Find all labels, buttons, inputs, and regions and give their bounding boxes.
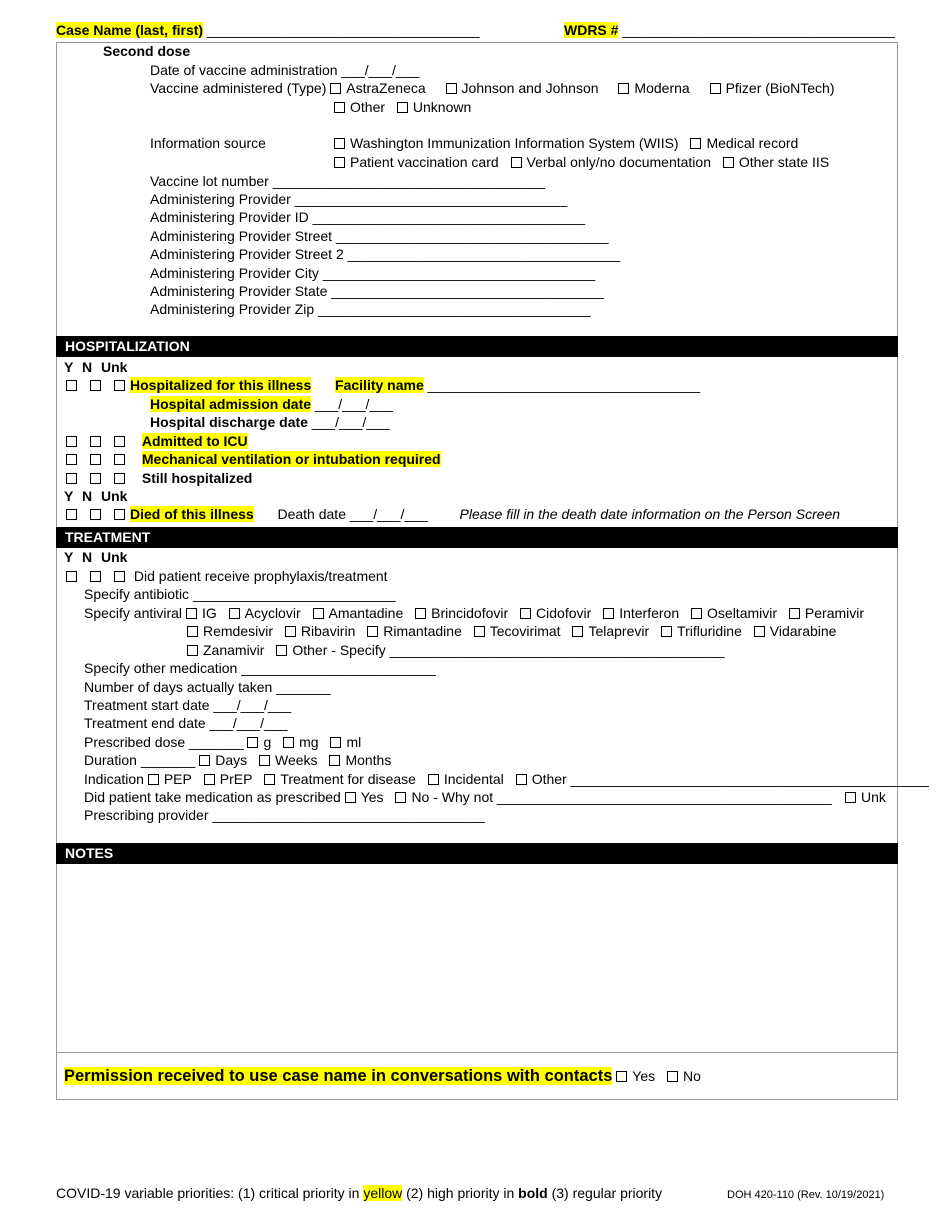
- unk-checkbox[interactable]: [114, 571, 125, 582]
- died-row: [66, 505, 840, 523]
- antiviral-option: Cidofovir: [536, 605, 592, 621]
- as-prescribed-yes: Yes: [360, 789, 384, 805]
- checkbox[interactable]: [330, 83, 341, 94]
- ynu-header: Y N Unk: [64, 488, 128, 504]
- dose-unit: g: [263, 734, 272, 750]
- antiviral-row-1: [84, 604, 864, 622]
- checkbox[interactable]: [789, 608, 800, 619]
- ventilation-label: Mechanical ventilation or intubation required: [141, 451, 441, 467]
- vaccine-type-row: [150, 79, 835, 97]
- no-checkbox[interactable]: [90, 454, 101, 465]
- indication-row: [84, 770, 929, 788]
- checkbox[interactable]: [199, 755, 210, 766]
- checkbox[interactable]: [259, 755, 270, 766]
- prescriber-field[interactable]: Prescribing provider ___________________________________: [84, 807, 485, 823]
- indication-other-field[interactable]: Other ______________________________________________: [531, 771, 929, 787]
- legend-yellow: yellow: [363, 1185, 403, 1201]
- unk-checkbox[interactable]: [114, 454, 125, 465]
- info-source-option: Verbal only/no documentation: [526, 154, 711, 170]
- hospitalized-row: [66, 376, 700, 394]
- yes-checkbox[interactable]: [66, 571, 77, 582]
- discharge-label: Hospital discharge date: [150, 414, 308, 430]
- yes-checkbox[interactable]: [66, 436, 77, 447]
- legend-text: (2) high priority in: [406, 1185, 515, 1201]
- antiviral-option: IG: [201, 605, 217, 621]
- end-date-field[interactable]: Treatment end date ___/___/___: [84, 715, 288, 731]
- vaccine-option: Other: [350, 99, 386, 115]
- checkbox[interactable]: [661, 626, 672, 637]
- ynu-header: Y N Unk: [64, 359, 128, 375]
- days-taken-field[interactable]: Number of days actually taken _______: [84, 679, 331, 695]
- antiviral-row-2: [187, 622, 836, 640]
- checkbox[interactable]: [415, 608, 426, 619]
- checkbox[interactable]: [186, 608, 197, 619]
- vaccine-option: Moderna: [634, 80, 690, 96]
- checkbox[interactable]: [283, 737, 294, 748]
- vaccine-option: Pfizer (BioNTech): [725, 80, 835, 96]
- checkbox[interactable]: [511, 157, 522, 168]
- checkbox[interactable]: [187, 645, 198, 656]
- discharge-date-field[interactable]: [150, 413, 390, 431]
- ynu-header: Y N Unk: [64, 549, 128, 565]
- info-source-option: Other state IIS: [738, 154, 830, 170]
- checkbox[interactable]: [204, 774, 215, 785]
- vaccine-option: AstraZeneca: [346, 80, 426, 96]
- checkbox[interactable]: [367, 626, 378, 637]
- checkbox[interactable]: [603, 608, 614, 619]
- checkbox[interactable]: [446, 83, 457, 94]
- facility-label: Facility name: [335, 377, 424, 393]
- hospitalized-label: Hospitalized for this illness: [130, 377, 312, 393]
- wdrs-label: WDRS #: [564, 22, 619, 38]
- discharge-blank[interactable]: ___/___/___: [311, 414, 390, 430]
- antiviral-option: Amantadine: [328, 605, 404, 621]
- dose-unit: mg: [299, 734, 319, 750]
- unk-checkbox[interactable]: [114, 473, 125, 484]
- start-date-field[interactable]: Treatment start date ___/___/___: [84, 697, 292, 713]
- admission-date-field[interactable]: [150, 395, 393, 413]
- duration-field[interactable]: Duration _______: [84, 752, 196, 768]
- checkbox[interactable]: [618, 83, 629, 94]
- checkbox[interactable]: [616, 1071, 627, 1082]
- icu-label: Admitted to ICU: [141, 433, 248, 449]
- provider-state-field[interactable]: Administering Provider State ___________________________________: [150, 283, 604, 299]
- wdrs-field[interactable]: [564, 21, 895, 39]
- info-source-option: Patient vaccination card: [350, 154, 499, 170]
- dose-row: [84, 733, 361, 751]
- checkbox[interactable]: [667, 1071, 678, 1082]
- antiviral-option: Peramivir: [804, 605, 865, 621]
- antiviral-option: Remdesivir: [203, 623, 274, 639]
- hospitalization-header: HOSPITALIZATION: [56, 336, 898, 357]
- checkbox[interactable]: [428, 774, 439, 785]
- checkbox[interactable]: [247, 737, 258, 748]
- indication-option: Treatment for disease: [280, 771, 416, 787]
- provider-city-field[interactable]: Administering Provider City ___________________________________: [150, 265, 596, 281]
- checkbox[interactable]: [395, 792, 406, 803]
- duration-unit: Days: [215, 752, 248, 768]
- checkbox[interactable]: [229, 608, 240, 619]
- checkbox[interactable]: [474, 626, 485, 637]
- dose-field[interactable]: Prescribed dose _______: [84, 734, 244, 750]
- still-hospitalized-row: [66, 469, 252, 487]
- died-label: Died of this illness: [130, 506, 254, 522]
- notes-area[interactable]: [57, 864, 897, 1051]
- admission-blank[interactable]: ___/___/___: [314, 396, 393, 412]
- yes-checkbox[interactable]: [66, 380, 77, 391]
- checkbox[interactable]: [334, 138, 345, 149]
- as-prescribed-unk: [845, 788, 886, 806]
- form-id: DOH 420-110 (Rev. 10/19/2021): [727, 1189, 885, 1201]
- indication-option: Incidental: [443, 771, 504, 787]
- death-date-field[interactable]: Death date ___/___/___: [277, 506, 428, 522]
- case-name-blank[interactable]: ___________________________________: [206, 22, 480, 38]
- checkbox[interactable]: [520, 608, 531, 619]
- checkbox[interactable]: [572, 626, 583, 637]
- antiviral-option: Telaprevir: [588, 623, 650, 639]
- provider-zip-field[interactable]: Administering Provider Zip ___________________________________: [150, 301, 591, 317]
- no-checkbox[interactable]: [90, 380, 101, 391]
- still-hospitalized-label: Still hospitalized: [141, 470, 253, 486]
- priority-legend: [56, 1184, 662, 1202]
- checkbox[interactable]: [329, 755, 340, 766]
- info-source-row-2: [334, 153, 829, 171]
- antiviral-option: Vidarabine: [769, 623, 837, 639]
- info-source-row-1: [334, 134, 798, 152]
- antiviral-label: Specify antiviral: [84, 605, 183, 621]
- notes-header: NOTES: [56, 843, 898, 864]
- checkbox[interactable]: [845, 792, 856, 803]
- antiviral-option: Oseltamivir: [707, 605, 778, 621]
- indication-option: PrEP: [219, 771, 253, 787]
- permission-no: No: [683, 1068, 701, 1084]
- checkbox[interactable]: [397, 102, 408, 113]
- provider-field[interactable]: Administering Provider ___________________________________: [150, 191, 568, 207]
- other-medication-field[interactable]: Specify other medication _________________________: [84, 660, 436, 676]
- facility-blank[interactable]: ___________________________________: [427, 377, 701, 393]
- no-checkbox[interactable]: [90, 436, 101, 447]
- treatment-header: TREATMENT: [56, 527, 898, 548]
- checkbox[interactable]: [330, 737, 341, 748]
- as-prescribed-row: [84, 788, 832, 806]
- vaccine-option: Unknown: [412, 99, 472, 115]
- permission-yes: Yes: [632, 1068, 656, 1084]
- antiviral-option: Ribavirin: [300, 623, 356, 639]
- indication-option: PEP: [163, 771, 192, 787]
- lot-number-field[interactable]: Vaccine lot number ___________________________________: [150, 173, 546, 189]
- checkbox[interactable]: [754, 626, 765, 637]
- checkbox[interactable]: [187, 626, 198, 637]
- yes-checkbox[interactable]: [66, 454, 77, 465]
- as-prescribed-no-field[interactable]: No - Why not ___________________________________________: [411, 789, 832, 805]
- provider-street-field[interactable]: Administering Provider Street ___________________________________: [150, 228, 609, 244]
- admission-label: Hospital admission date: [150, 396, 312, 412]
- as-prescribed-unk-label: Unk: [861, 789, 886, 805]
- legend-bold: bold: [518, 1185, 548, 1201]
- legend-text: (3) regular priority: [551, 1185, 663, 1201]
- prophylaxis-label: Did patient receive prophylaxis/treatment: [133, 568, 388, 584]
- checkbox[interactable]: [710, 83, 721, 94]
- case-name-field[interactable]: [56, 21, 479, 39]
- vaccine-type-label: Vaccine administered (Type): [150, 80, 327, 96]
- antiviral-other-field[interactable]: Other - Specify ___________________________________________: [292, 642, 725, 658]
- prophylaxis-row: [66, 567, 388, 585]
- notes-divider: [56, 1052, 898, 1053]
- checkbox[interactable]: [516, 774, 527, 785]
- wdrs-blank[interactable]: ___________________________________: [622, 22, 895, 38]
- case-name-label: Case Name (last, first): [56, 22, 204, 38]
- duration-row: [84, 751, 391, 769]
- yes-checkbox[interactable]: [66, 509, 77, 520]
- checkbox[interactable]: [264, 774, 275, 785]
- permission-label: Permission received to use case name in conversations with contacts: [64, 1067, 613, 1085]
- antiviral-option: Trifluridine: [677, 623, 742, 639]
- info-source-label: Information source: [150, 135, 266, 151]
- antiviral-option: Interferon: [619, 605, 680, 621]
- antiviral-option: Tecovirimat: [489, 623, 561, 639]
- checkbox[interactable]: [691, 608, 702, 619]
- checkbox[interactable]: [313, 608, 324, 619]
- as-prescribed-label: Did patient take medication as prescribed: [84, 789, 341, 805]
- duration-unit: Weeks: [275, 752, 318, 768]
- death-date-note: Please fill in the death date information on the Person Screen: [459, 506, 841, 522]
- antibiotic-field[interactable]: Specify antibiotic __________________________: [84, 586, 396, 602]
- second-dose-title: Second dose: [103, 43, 191, 59]
- duration-unit: Months: [345, 752, 392, 768]
- unk-checkbox[interactable]: [114, 380, 125, 391]
- unk-checkbox[interactable]: [114, 436, 125, 447]
- antiviral-option: Zanamivir: [203, 642, 265, 658]
- checkbox[interactable]: [345, 792, 356, 803]
- checkbox[interactable]: [690, 138, 701, 149]
- yes-checkbox[interactable]: [66, 473, 77, 484]
- icu-row: [66, 432, 248, 450]
- no-checkbox[interactable]: [90, 473, 101, 484]
- checkbox[interactable]: [276, 645, 287, 656]
- no-checkbox[interactable]: [90, 509, 101, 520]
- legend-text: COVID-19 variable priorities: (1) critical priority in: [56, 1185, 360, 1201]
- indication-label: Indication: [84, 771, 144, 787]
- checkbox[interactable]: [285, 626, 296, 637]
- ventilation-row: [66, 450, 441, 468]
- antiviral-option: Acyclovir: [244, 605, 301, 621]
- checkbox[interactable]: [723, 157, 734, 168]
- permission-row: [64, 1066, 701, 1086]
- unk-checkbox[interactable]: [114, 509, 125, 520]
- checkbox[interactable]: [334, 157, 345, 168]
- info-source-option: Medical record: [706, 135, 799, 151]
- checkbox[interactable]: [148, 774, 159, 785]
- vaccine-option: Johnson and Johnson: [461, 80, 599, 96]
- no-checkbox[interactable]: [90, 571, 101, 582]
- checkbox[interactable]: [334, 102, 345, 113]
- provider-id-field[interactable]: Administering Provider ID ___________________________________: [150, 209, 586, 225]
- antiviral-row-3: [187, 641, 724, 659]
- antiviral-option: Rimantadine: [383, 623, 462, 639]
- vaccine-type-row-2: [334, 98, 471, 116]
- vaccine-date-field[interactable]: Date of vaccine administration ___/___/___: [150, 62, 420, 78]
- dose-unit: ml: [346, 734, 362, 750]
- info-source-option: Washington Immunization Information System (WIIS): [350, 135, 679, 151]
- provider-street2-field[interactable]: Administering Provider Street 2 ___________________________________: [150, 246, 621, 262]
- antiviral-option: Brincidofovir: [431, 605, 509, 621]
